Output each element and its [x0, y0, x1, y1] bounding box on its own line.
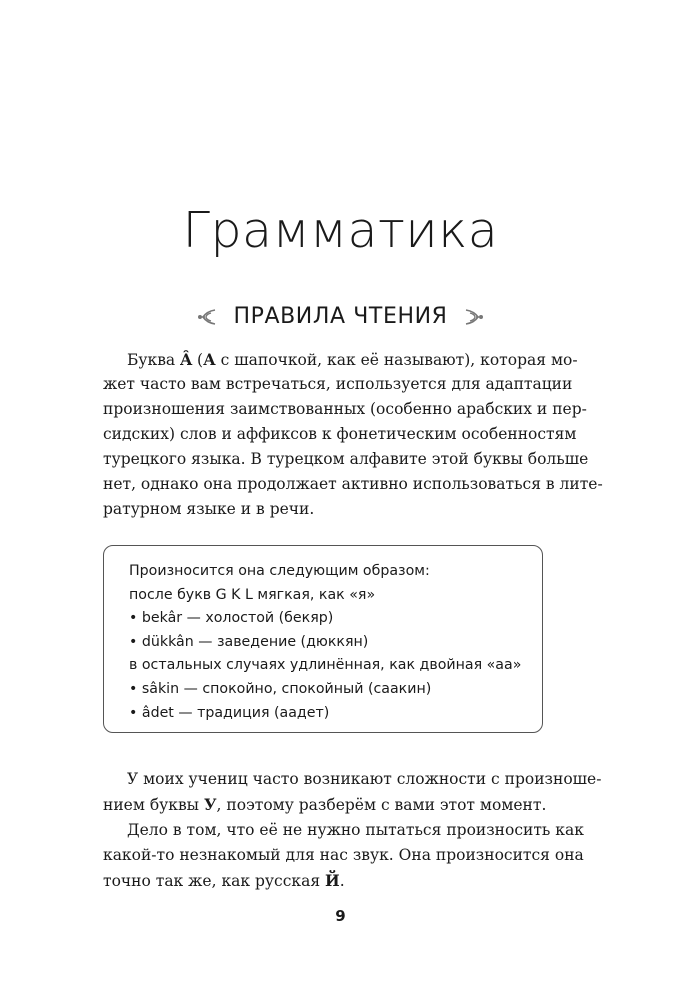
- section-heading-text: ПРАВИЛА ЧТЕНИЯ: [233, 304, 448, 329]
- paragraph-line: произношения заимствованных (особенно арабских и пер-: [103, 400, 587, 418]
- box-rule-long: в остальных случаях удлинённая, как двойная «аа»: [129, 657, 522, 674]
- box-rule-soft: после букв G K L мягкая, как «я»: [129, 586, 376, 603]
- paragraph-letter-a-circumflex: [103, 347, 603, 522]
- paragraph-line: нием буквы У, поэтому разберём с вами этот момент.: [103, 795, 547, 814]
- paragraph-explanation: [103, 818, 584, 893]
- page-number: 9: [335, 907, 346, 925]
- pronunciation-box: [103, 545, 543, 733]
- paragraph-line: точно так же, как русская Й.: [103, 871, 345, 890]
- right-ornament-icon: [462, 305, 486, 329]
- box-example: • sâkin — спокойно, спокойный (саакин): [129, 680, 432, 697]
- paragraph-line: Дело в том, что её не нужно пытаться произносить как: [127, 821, 584, 839]
- box-example: • bekâr — холостой (бекяр): [129, 610, 334, 627]
- paragraph-letter-y: [103, 767, 602, 817]
- paragraph-line: У моих учениц часто возникают сложности с произноше-: [127, 770, 602, 788]
- left-ornament-icon: [195, 305, 219, 329]
- box-example: • âdet — традиция (аадет): [129, 704, 330, 721]
- paragraph-line: ратурном языке и в речи.: [103, 500, 315, 518]
- section-heading: [0, 297, 681, 337]
- box-intro: Произносится она следующим образом:: [129, 563, 430, 579]
- paragraph-line: жет часто вам встречаться, используется для адаптации: [103, 375, 573, 393]
- paragraph-line: нет, однако она продолжает активно использоваться в лите-: [103, 475, 603, 493]
- paragraph-line: турецкого языка. В турецком алфавите этой буквы больше: [103, 450, 589, 468]
- paragraph-line: сидских) слов и аффиксов к фонетическим особенностям: [103, 425, 577, 443]
- paragraph-line: какой-то незнакомый для нас звук. Она произносится она: [103, 846, 584, 864]
- box-example: • dükkân — заведение (дюккян): [129, 633, 369, 650]
- page-title: Грамматика: [182, 202, 499, 259]
- paragraph-line: Буква Â (А с шапочкой, как её называют), которая мо-: [127, 350, 578, 369]
